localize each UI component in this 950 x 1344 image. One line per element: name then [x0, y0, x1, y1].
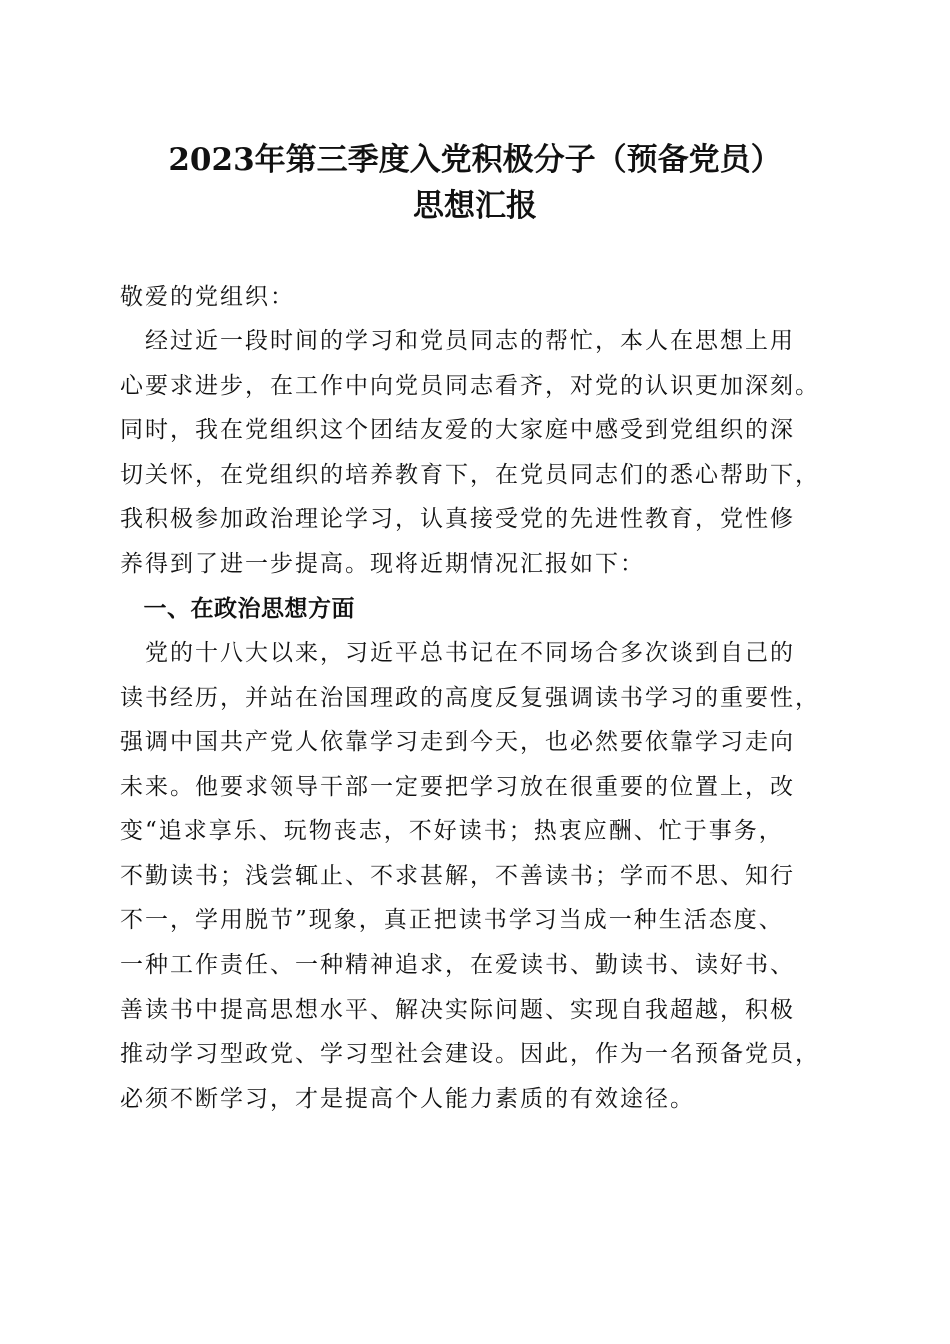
- paragraph-line: 切关怀，在党组织的培养教育下，在党员同志们的悉心帮助下，: [120, 462, 820, 488]
- paragraph-line: 推动学习型政党、学习型社会建设。因此，作为一名预备党员，: [120, 1041, 820, 1067]
- paragraph-line: 心要求进步，在工作中向党员同志看齐，对党的认识更加深刻。: [120, 373, 820, 399]
- paragraph-line: 不勤读书；浅尝辄止、不求甚解，不善读书；学而不思、知行: [120, 863, 795, 889]
- paragraph-line: 变“追求享乐、玩物丧志，不好读书；热衷应酬、忙于事务，: [120, 818, 784, 844]
- paragraph-line: 强调中国共产党人依靠学习走到今天，也必然要依靠学习走向: [120, 729, 795, 755]
- paragraph-line: 善读书中提高思想水平、解决实际问题、实现自我超越，积极: [120, 997, 795, 1023]
- paragraph-line: 经过近一段时间的学习和党员同志的帮忙，本人在思想上用: [120, 328, 795, 354]
- paragraph-line: 党的十八大以来，习近平总书记在不同场合多次谈到自己的: [120, 640, 795, 666]
- section-heading: 一、在政治思想方面: [120, 596, 355, 622]
- paragraph-line: 未来。他要求领导干部一定要把学习放在很重要的位置上，改: [120, 774, 795, 800]
- salutation: 敬爱的党组织：: [120, 284, 295, 310]
- paragraph-line: 必须不断学习，才是提高个人能力素质的有效途径。: [120, 1086, 695, 1112]
- paragraph-line: 我积极参加政治理论学习，认真接受党的先进性教育，党性修: [120, 506, 795, 532]
- paragraph-line: 一种工作责任、一种精神追求，在爱读书、勤读书、读好书、: [120, 952, 795, 978]
- document-title-line-2: 思想汇报: [413, 188, 537, 224]
- document-title-line-1: 2023年第三季度入党积极分子（预备党员）: [168, 142, 782, 178]
- paragraph-line: 同时，我在党组织这个团结友爱的大家庭中感受到党组织的深: [120, 417, 795, 443]
- paragraph-line: 养得到了进一步提高。现将近期情况汇报如下：: [120, 551, 645, 577]
- paragraph-line: 不一，学用脱节”现象，真正把读书学习当成一种生活态度、: [120, 907, 784, 933]
- paragraph-line: 读书经历，并站在治国理政的高度反复强调读书学习的重要性，: [120, 685, 820, 711]
